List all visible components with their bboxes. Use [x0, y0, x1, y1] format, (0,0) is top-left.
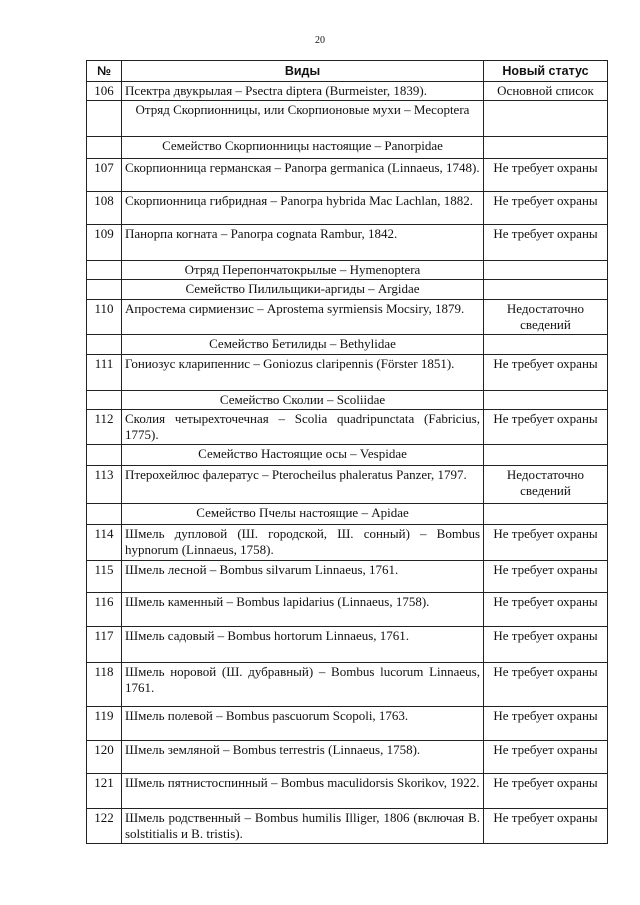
row-number: 119 [87, 707, 122, 741]
row-number: 110 [87, 300, 122, 335]
row-number [87, 335, 122, 355]
row-number: 115 [87, 561, 122, 593]
taxon-group-row [87, 445, 608, 466]
conservation-status: Не требует охраны [484, 355, 608, 391]
row-number: 112 [87, 410, 122, 445]
table-row [87, 525, 608, 561]
row-number [87, 101, 122, 137]
taxon-group-row [87, 137, 608, 159]
conservation-status: Не требует охраны [484, 707, 608, 741]
taxon-group-row [87, 261, 608, 280]
taxon-group-name: Семейство Настоящие осы – Vespidae [122, 445, 484, 466]
species-name: Шмель каменный – Bombus lapidarius (Linnaeus, 1758). [122, 593, 484, 627]
conservation-status [484, 101, 608, 137]
table-header-row [87, 61, 608, 82]
taxon-group-name: Отряд Перепончатокрылые – Hymenoptera [122, 261, 484, 280]
table-row [87, 300, 608, 335]
conservation-status [484, 445, 608, 466]
row-number: 120 [87, 741, 122, 774]
conservation-status: Недостаточно сведений [484, 466, 608, 504]
table-row [87, 663, 608, 707]
row-number [87, 280, 122, 300]
conservation-status: Не требует охраны [484, 561, 608, 593]
species-name: Шмель дупловой (Ш. городской, Ш. сонный) – Bombus hypnorum (Linnaeus, 1758). [122, 525, 484, 561]
species-name: Гониозус кларипеннис – Goniozus claripennis (Förster 1851). [122, 355, 484, 391]
row-number: 117 [87, 627, 122, 663]
row-number [87, 504, 122, 525]
table-row [87, 809, 608, 844]
row-number [87, 445, 122, 466]
row-number: 113 [87, 466, 122, 504]
conservation-status [484, 335, 608, 355]
row-number: 116 [87, 593, 122, 627]
taxon-group-name: Отряд Скорпионницы, или Скорпионовые мухи – Mecoptera [122, 101, 484, 137]
taxon-group-name: Семейство Сколии – Scoliidae [122, 391, 484, 410]
conservation-status: Не требует охраны [484, 593, 608, 627]
species-name: Сколия четырехточечная – Scolia quadripunctata (Fabricius, 1775). [122, 410, 484, 445]
species-name: Шмель родственный – Bombus humilis Illiger, 1806 (включая B. solstitialis и B. tristis). [122, 809, 484, 844]
species-name: Шмель земляной – Bombus terrestris (Linnaeus, 1758). [122, 741, 484, 774]
table-row [87, 593, 608, 627]
header-status: Новый статус [484, 61, 608, 82]
taxon-group-name: Семейство Бетилиды – Bethylidae [122, 335, 484, 355]
page-number: 20 [315, 35, 325, 46]
species-name: Шмель полевой – Bombus pascuorum Scopoli, 1763. [122, 707, 484, 741]
row-number: 121 [87, 774, 122, 809]
table-row [87, 627, 608, 663]
taxon-group-name: Семейство Пчелы настоящие – Apidae [122, 504, 484, 525]
conservation-status [484, 280, 608, 300]
row-number: 108 [87, 192, 122, 225]
table-row [87, 410, 608, 445]
species-name: Шмель норовой (Ш. дубравный) – Bombus lucorum Linnaeus, 1761. [122, 663, 484, 707]
table-row [87, 707, 608, 741]
species-name: Скорпионница гибридная – Panorpa hybrida Mac Lachlan, 1882. [122, 192, 484, 225]
row-number: 118 [87, 663, 122, 707]
conservation-status: Не требует охраны [484, 809, 608, 844]
table-body [87, 82, 608, 844]
table-row [87, 82, 608, 101]
table-row [87, 225, 608, 261]
row-number: 109 [87, 225, 122, 261]
row-number [87, 137, 122, 159]
species-name: Панорпа когната – Panorpa cognata Rambur, 1842. [122, 225, 484, 261]
taxon-group-name: Семейство Пилильщики-аргиды – Argidae [122, 280, 484, 300]
species-name: Шмель садовый – Bombus hortorum Linnaeus, 1761. [122, 627, 484, 663]
taxon-group-row [87, 101, 608, 137]
conservation-status: Не требует охраны [484, 159, 608, 192]
conservation-status: Не требует охраны [484, 525, 608, 561]
conservation-status: Не требует охраны [484, 774, 608, 809]
conservation-status: Не требует охраны [484, 663, 608, 707]
conservation-status [484, 261, 608, 280]
table-row [87, 741, 608, 774]
conservation-status: Не требует охраны [484, 627, 608, 663]
conservation-status [484, 504, 608, 525]
table-row [87, 466, 608, 504]
table-row [87, 355, 608, 391]
conservation-status: Недостаточно сведений [484, 300, 608, 335]
table-row [87, 192, 608, 225]
species-name: Шмель пятнистоспинный – Bombus maculidorsis Skorikov, 1922. [122, 774, 484, 809]
header-species: Виды [122, 61, 484, 82]
conservation-status: Не требует охраны [484, 225, 608, 261]
species-name: Скорпионница германская – Panorpa germanica (Linnaeus, 1748). [122, 159, 484, 192]
taxon-group-row [87, 335, 608, 355]
conservation-status [484, 137, 608, 159]
species-name: Апростема сирмиензис – Aprostema syrmiensis Mocsiry, 1879. [122, 300, 484, 335]
header-number: № [87, 61, 122, 82]
conservation-status: Не требует охраны [484, 410, 608, 445]
conservation-status: Основной список [484, 82, 608, 101]
conservation-status: Не требует охраны [484, 192, 608, 225]
taxon-group-name: Семейство Скорпионницы настоящие – Panorpidae [122, 137, 484, 159]
row-number: 114 [87, 525, 122, 561]
taxon-group-row [87, 391, 608, 410]
species-name: Псектра двукрылая – Psectra diptera (Burmeister, 1839). [122, 82, 484, 101]
row-number: 122 [87, 809, 122, 844]
species-name: Птерохейлюс фалератус – Pterocheilus phaleratus Panzer, 1797. [122, 466, 484, 504]
taxon-group-row [87, 280, 608, 300]
species-name: Шмель лесной – Bombus silvarum Linnaeus, 1761. [122, 561, 484, 593]
table-row [87, 561, 608, 593]
row-number [87, 261, 122, 280]
taxon-group-row [87, 504, 608, 525]
row-number: 107 [87, 159, 122, 192]
table-row [87, 774, 608, 809]
species-table [86, 60, 608, 844]
row-number: 106 [87, 82, 122, 101]
row-number: 111 [87, 355, 122, 391]
conservation-status [484, 391, 608, 410]
row-number [87, 391, 122, 410]
conservation-status: Не требует охраны [484, 741, 608, 774]
table-row [87, 159, 608, 192]
